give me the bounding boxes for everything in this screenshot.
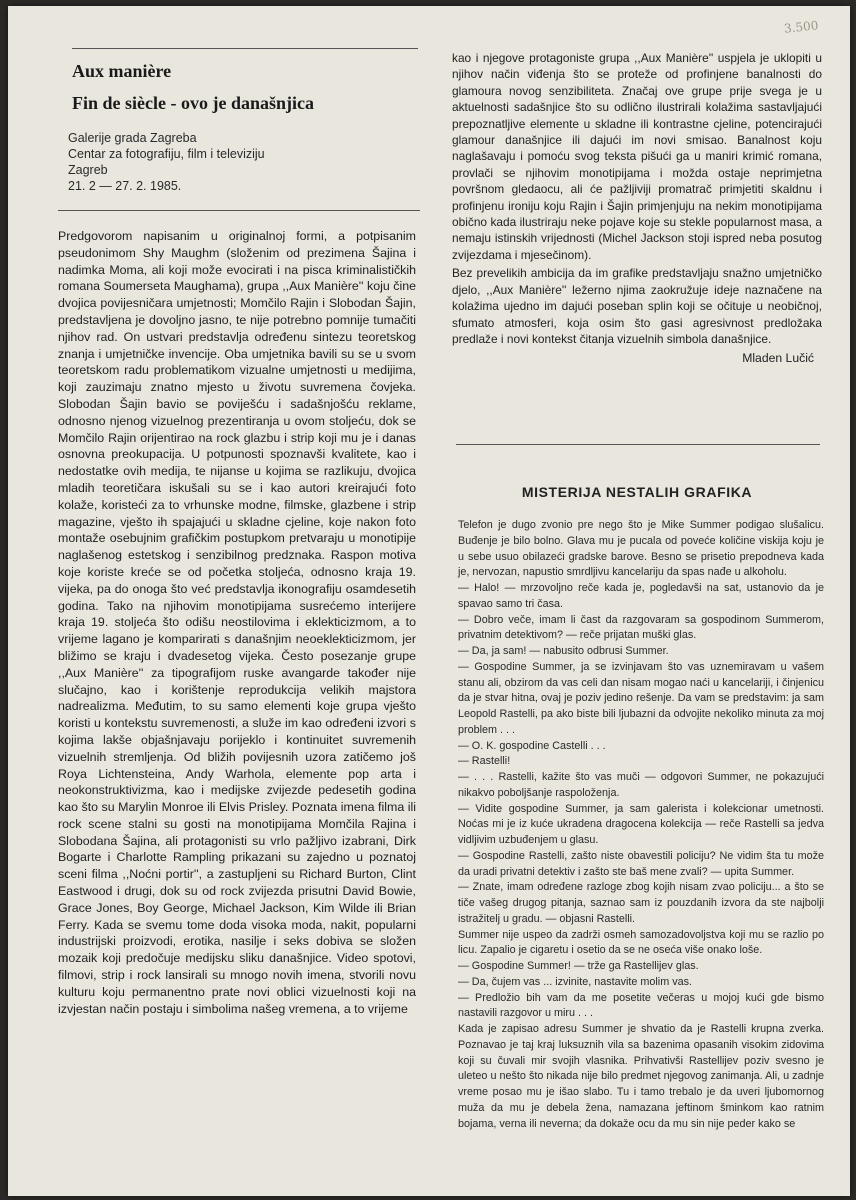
article-closing-paragraph: Bez prevelikih ambicija da im grafike predstavljaju snažno umjetničko djelo, ,,Aux Manière'' ležerno njima zaokružuje ideje naznačene na kolažima ujedno im dajući poseban splin koji se očituje u neobičnoj, sfumato atmosferi, koja osim što gasi agresivnost predložaka predlaže i novi kontekst čitanja vizuelnih simbola današnjice. <box>452 266 822 346</box>
story-paragraph: — Gospodine Summer, ja se izvinjavam što vas uznemiravam u vašem stanu ali, obzirom da vas celi dan nisam mogao naći u kancelariji, i činjenicu da je stvar hitna, ovaj je poziv jedino rešenje. Da vam se predstavim: ja sam Leopold Rastelli, pa ako biste bili ljubazni da odvojite nekoliko minuta za moj problem . . . <box>458 660 824 736</box>
info-line-gallery: Galerije grada Zagreba <box>68 131 197 145</box>
story-paragraph: — Predložio bih vam da me posetite večeras u mojoj kući gde bismo nastavili razgovor u miru . . . <box>458 991 824 1020</box>
info-line-city: Zagreb <box>68 163 108 177</box>
story-paragraph: — Dobro veče, imam li čast da razgovaram sa gospodinom Summerom, privatnim detektivom? — reče prijatan muški glas. <box>458 613 824 642</box>
article-header <box>58 54 413 194</box>
story-paragraph: — Gospodine Summer! — trže ga Rastellijev glas. <box>458 960 699 972</box>
right-article-column <box>452 50 822 365</box>
story-paragraph: — Znate, imam određene razloge zbog kojih nisam zvao policiju... a što se tiče vašeg drugog pitanja, saznao sam iz pouzdanih izvora da ste najbolji istražitelj u gradu. — objasni Rastelli. <box>458 881 824 925</box>
story-paragraph: — Rastelli! <box>458 755 511 768</box>
header-bottom-rule <box>58 210 420 211</box>
article-continuation: kao i njegove protagoniste grupa ,,Aux Manière'' uspjela je uklopiti u njihov način viđenja što se proteže od profinjene banalnosti do glamoura novog senzibiliteta. Značaj ove grupe prije svega je u aktuelnosti sadašnjice što su odlično ilustrirali kolažima sastavljajući prepoznatljive elemente u skladne ili kontrastne cjeline, potencirajući glamour današnjice ili dajući im novi smisao. Banalnost koju naglašavaju i pomoću svog teksta pišući ga u maniri krimić romana, provlači se njihovim monotipijama i možda ostaje neprimjetna površnom gledaocu, ali će pažljiviji promatrač primjetiti skaldnu i profinjenu ironiju koju Rajin i Šajin primjenjuju na nekim monotipijama obično kada ilustriraju neke pojave koje su stekle popularnost masa, a nemaju istinskih vrijednosti (Michel Jackson stoji ispred neba posutog zvijezdama i mjesečinom). <box>452 51 822 262</box>
story-column <box>458 518 824 1132</box>
title-main: Aux manière <box>72 61 172 81</box>
story-paragraph: — Vidite gospodine Summer, ja sam galerista i kolekcionar umetnosti. Noćas mi je iz kuće ukradena dragocena kolekcija — reče Rastelli sa jedva vidljivim uzbuđenjem u glasu. <box>458 802 824 846</box>
left-article-column <box>58 228 416 1017</box>
story-paragraph: Summer nije uspeo da zadrži osmeh samozadovoljstva koji mu se razlio po licu. Zapalio je cigaretu i osetio da se ne oseća više onako loše. <box>458 928 824 957</box>
story-paragraph: — Halo! — mrzovoljno reče kada je, pogledavši na sat, ustanovio da je spavao samo tri časa. <box>458 582 824 610</box>
story-paragraph: Telefon je dugo zvonio pre nego što je Mike Summer podigao slušalicu. Buđenje je bilo bolno. Glava mu je pucala od povеće količine viskija koju je u sebe usuo obilazeći gradske barove. Besno se prisetio prepodneva kada je, nervozan, napustio smrdljivu kancelariju da spas nađe u alkoholu. <box>458 519 824 579</box>
info-line-dates: 21. 2 — 27. 2. 1985. <box>68 179 182 193</box>
story-paragraph: Kada je zapisao adresu Summer je shvatio da je Rastelli krupna zverka. Poznavao je taj kraj luksuznih vila sa bazenima opasanih visokim zidovima koji su čuvali mir svojih vlasnika. Prihvativši Rastellijev poziv svesno je uleteo u nešto što nikada nije bilo predmet njegovog zanimanja. Ali, u zadnje vreme posao mu je išao slabo. Tu i tamo trebalo je da uveri ljubomornog muža da mu je debela žena, namazana jeftinom šminkom kao ratnim bojama, verna ili neverna; da dokaže ocu da mu sin nije peder kako se <box>458 1023 824 1130</box>
story-paragraph: — Da, čujem vas ... izvinite, nastavite molim vas. <box>458 975 693 988</box>
story-paragraph: — Da, ja sam! — nabusito odbrusi Summer. <box>458 645 669 657</box>
handwritten-price-mark: 3.500 <box>783 18 819 36</box>
info-line-center: Centar za fotografiju, film i televiziju <box>68 147 265 161</box>
section-divider-rule <box>456 444 820 445</box>
story-paragraph: — O. K. gospodine Castelli . . . <box>458 739 606 752</box>
story-title: MISTERIJA NESTALIH GRAFIKA <box>521 484 753 500</box>
title-sub: Fin de siècle - ovo je današnjica <box>72 93 314 113</box>
story-paragraph: — . . . Rastelli, kažite što vas muči — odgovori Summer, ne pokazujući nikakvo poboljšanje raspoloženja. <box>458 771 824 799</box>
article-text: Predgovorom napisanim u originalnoj formi, a potpisanim pseudonimom Shy Maughm (složenim od prezimena Šajina i nadimka Moma, ali koji može evocirati i na pisca kriminalističkih romana Soumerseta Maughama), grupa ,,Aux Manière'' koju čine dvojica povijesničara umjetnosti; Momčilo Rajin i Slobodan Šajin, predstavljena je dovoljno jasno, te nije potrebno pomnije tumačiti njihov rad. On ustvari predstavlja određenu sintezu teoretskog znanja i umjetničke invencije. Oba umjetnika bavili su se u svom teoretskom radu problematikom vizualne umjetnosti u medijima, koji zauzimaju znatno mjesto u životu suvremena čovjeka. Slobodan Šajin bavio se poviješću i sadašnjošću reklame, odnosno njenog vizuelnog prezentiranja u ovom stoljeću, dok se Momčilo Rajin orijentirao na rock glazbu i strip koji mu je i danas osnovna preokupacija. U potpunosti spoznavši kvalitete, kao i nedostatke ovih medija, te nijanse u kojima se razlikuju, dvojica mladih teoretičara iskušali su se i kao autori kreirajući foto kolaže, koristeći za to vrhunske modne, filmske, glazbene i strip magazine, vješto ih spajajući u skladne cjeline, koje nakon foto montaže osebujnim grafičkim postupkom pretvaraju u monotipije naglašenog estetskog i senzibilnog predznaka. Raspon motiva koje koriste kreće se od početka stoljeća, odnosno kraja 19. vijeka, pa do onoga što već predstavlja ikonografiju osamdesetih godina. Tako na njihovim monotipijama susrećemo interijere kraja 19. stoljeća što odišu neostilovima i eklekticizmom, a to vrijeme lagano je komparirati s današnjim neoeklekticizmom, jer bližimo se kraju i dvadesetog vijeka. Često posezanje grupe ,,Aux Manière'' za tipografijom ruske avangarde također nije slučajno, kao i korištenje reprodukcija velikih majstora nadrealizma. Međutim, to su samo elementi koje grupa vješto koristi u kontekstu suvremenosti, a služe im kao određeni izvori s kojima lakše objašnjavaju porijeklo i kontinuitet suvremenih vizuelnih stremljenja. Od bližih povijesnih uzora zatičemo još Roya Lichtensteina, Andy Warhola, elemente pop arta i neokonstruktivizma, kao i medijske zvijezde pedesetih godina kao što su Marylin Monroe ili Elvis Prisley. Poznata imena filma ili rock scene stalni su gosti na monotipijama Momčila Rajina i Slobodana Šajina, ali protagonisti su vrlo pažljivo izabrani, Dirk Bogarte i Charlotte Rampling prikazani su zajedno u poznatoj sceni filma ,,Noćni portir'', a zastupljeni su Richard Burton, Clint Eastwood i drugi, dok su od rock zvijezda prisutni David Bowie, Grace Jones, Boy George, Michael Jackson, Kim Wilde ili Brian Ferry. Kada se svemu tome doda visoka moda, nakit, popularni industrijski proizvodi, erotika, nasilje i seks dobiva se složen mozaik koji predočuje medijsku sliku današnjice. Video spotovi, filmovi, strip i rock lansirali su mnogo novih imena, stvorili novu kulturu koju permanentno prate novi oblici vizuelnosti koji na izvjestan način postaju i simbolima našeg vremena, a to vrijeme <box>58 229 416 1016</box>
story-paragraph: — Gospodine Rastelli, zašto niste obavestili policiju? Ne vidim šta tu može da uradi privatni detektiv i zašto ste baš mene zvali? — upita Summer. <box>458 849 824 878</box>
exhibition-info <box>68 130 413 194</box>
author-signature: Mladen Lučić <box>742 351 814 366</box>
top-rule-left <box>72 48 418 49</box>
magazine-page <box>8 6 850 1196</box>
